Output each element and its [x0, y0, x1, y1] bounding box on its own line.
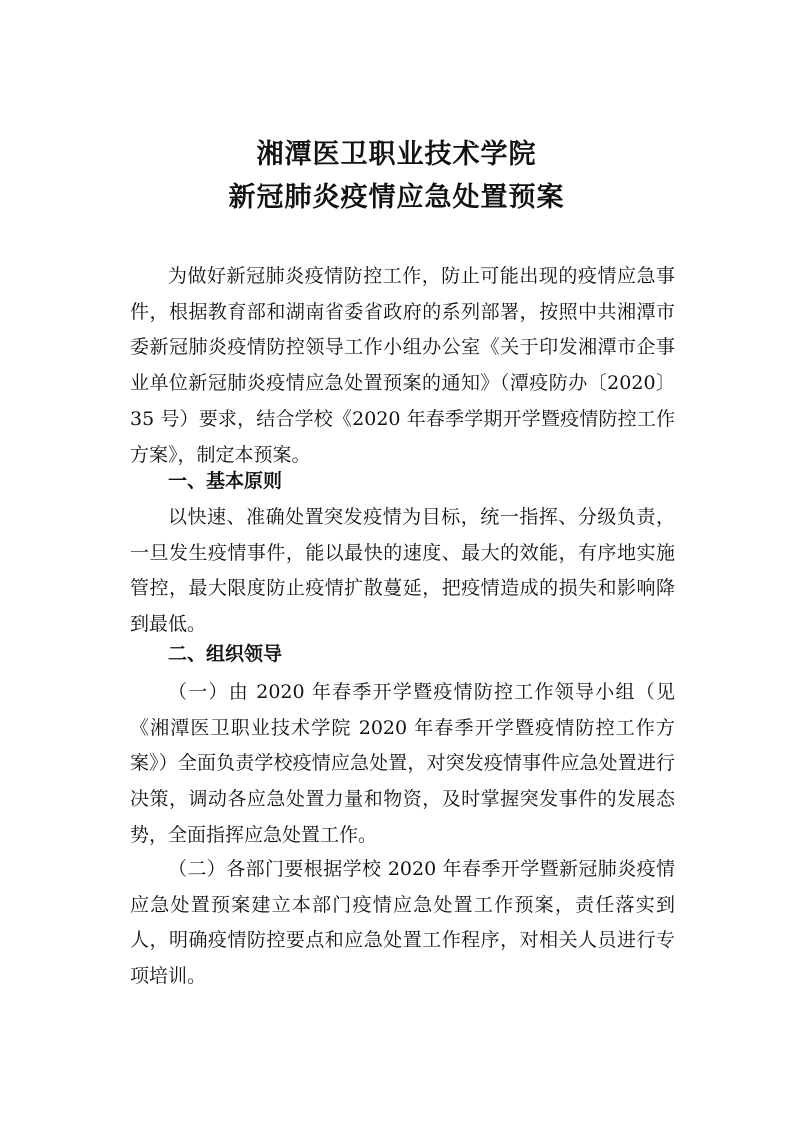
intro-paragraph: 为做好新冠肺炎疫情防控工作，防止可能出现的疫情应急事件，根据教育部和湖南省委省政府的系列部署，按照中共湘潭市委新冠肺炎疫情防控领导工作小组办公室《关于印发湘潭市企事业单位新冠肺炎疫情应急处置预案的通知》（潭疫防办〔2020〕35 号）要求，结合学校《2020 年春季学期开学暨疫情防控工作方案》，制定本预案。 [130, 265, 675, 466]
section-heading-principles: 一、基本原则 [168, 470, 283, 492]
organization-item-2: （二）各部门要根据学校 2020 年春季开学暨新冠肺炎疫情应急处置预案建立本部门疫情应急处置工作预案，责任落实到人，明确疫情防控要点和应急处置工作程序，对相关人员进行专项培训。 [130, 858, 675, 988]
document-title-line2: 新冠肺炎疫情应急处置预案 [228, 182, 565, 213]
document-title-line1: 湘潭医卫职业技术学院 [256, 139, 537, 170]
organization-item-1: （一）由 2020 年春季开学暨疫情防控工作领导小组（见《湘潭医卫职业技术学院 2020 年春季开学暨疫情防控工作方案》）全面负责学校疫情应急处置，对突发疫情事件应急处置进行决策，调动各应急处置力量和物资，及时掌握突发事件的发展态势，全面指挥应急处置工作。 [130, 681, 675, 846]
principles-paragraph: 以快速、准确处置突发疫情为目标，统一指挥、分级负责，一旦发生疫情事件，能以最快的速度、最大的效能，有序地实施管控，最大限度防止疫情扩散蔓延，把疫情造成的损失和影响降到最低。 [130, 506, 675, 636]
section-heading-organization: 二、组织领导 [168, 643, 283, 665]
